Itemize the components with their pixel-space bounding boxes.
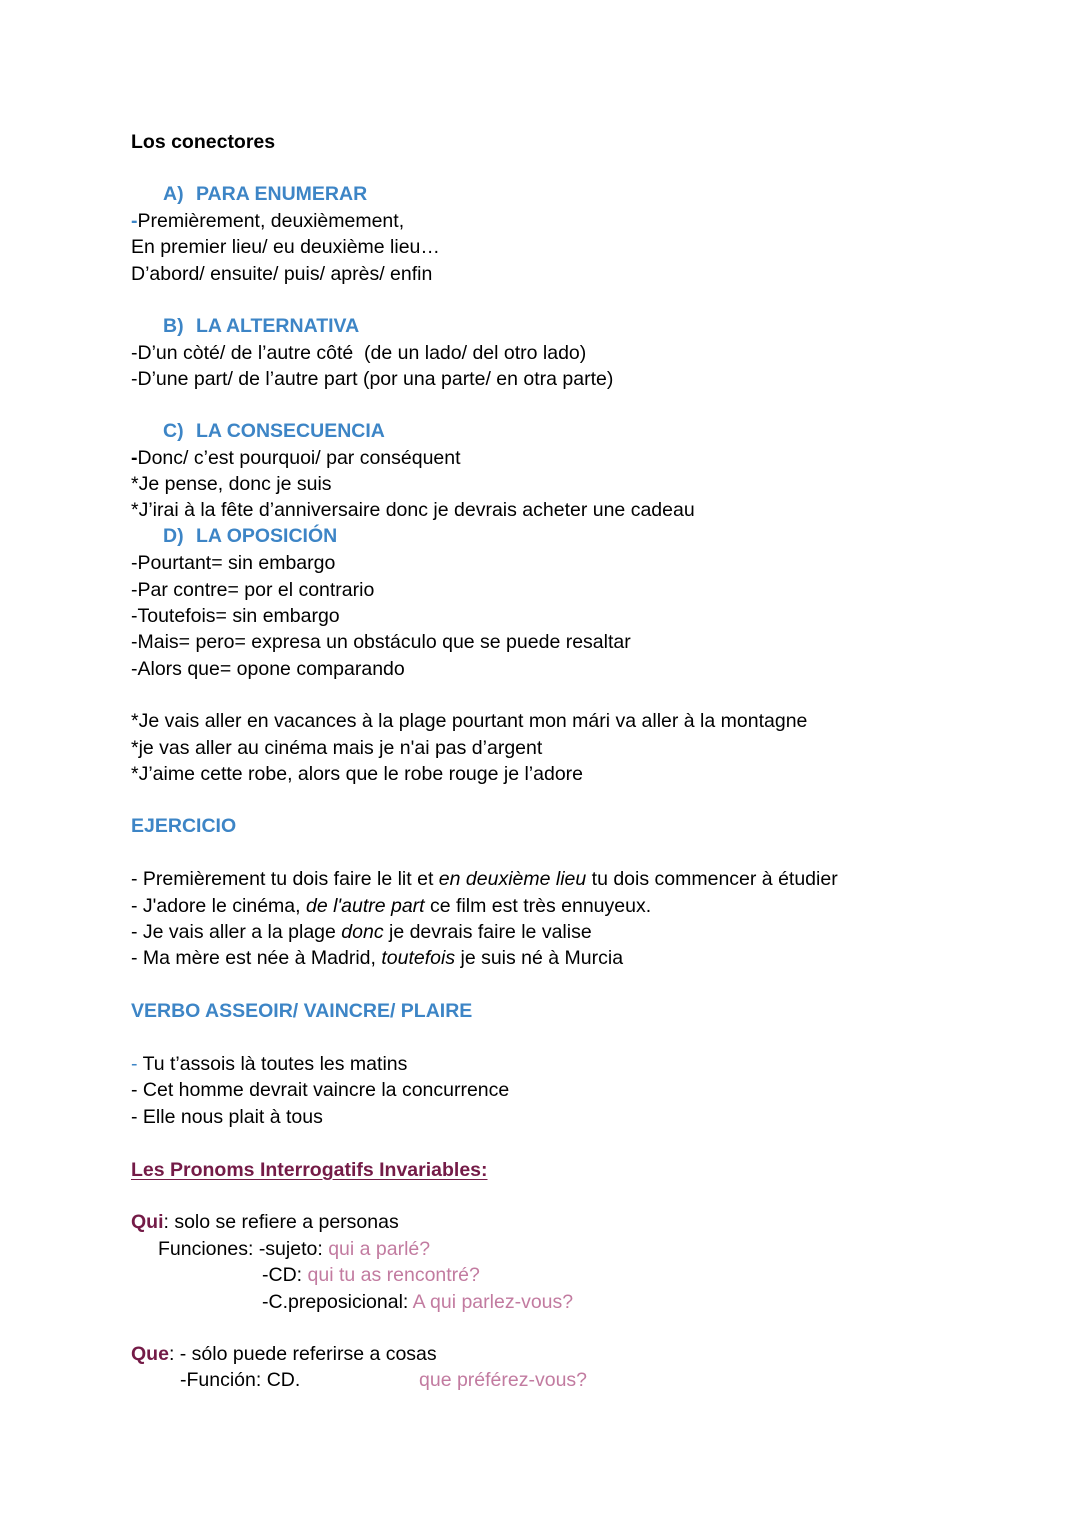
example-sentence: *Je vais aller en vacances à la plage pourtant mon mári va aller à la montagne xyxy=(131,710,808,732)
qui-function-row xyxy=(262,1289,573,1315)
list-dash: - xyxy=(131,210,138,232)
list-item: -Par contre= por el contrario xyxy=(131,579,375,601)
verb-example-text: Elle nous plait à tous xyxy=(137,1106,323,1128)
list-item: D’abord/ ensuite/ puis/ après/ enfin xyxy=(131,263,433,285)
exercise-item xyxy=(131,919,592,945)
function-label: -C.preposicional: xyxy=(262,1291,413,1313)
que-function-label: -Función: CD. xyxy=(180,1369,301,1391)
list-dash: - xyxy=(131,1106,138,1128)
section-heading-alternativa xyxy=(163,313,359,339)
list-item: -Toutefois= sin embargo xyxy=(131,605,340,627)
exercise-text: - Premièrement tu dois faire le lit et xyxy=(131,868,439,890)
exercise-text: je devrais faire le valise xyxy=(383,921,592,943)
section-title: LA CONSECUENCIA xyxy=(196,420,385,442)
exercise-text: - J'adore le cinéma, xyxy=(131,895,306,917)
list-item: -D’un còté/ de l’autre côté (de un lado/ del otro lado) xyxy=(131,342,587,364)
function-example: qui tu as rencontré? xyxy=(307,1264,480,1286)
qui-desc: : solo se refiere a personas xyxy=(163,1211,399,1233)
section-label: B) xyxy=(163,315,184,337)
exercise-text: ce film est très ennuyeux. xyxy=(424,895,652,917)
exercise-text: je suis né à Murcia xyxy=(455,947,624,969)
list-item xyxy=(131,445,461,471)
functions-label: Funciones: xyxy=(158,1238,259,1260)
exercise-connector: toutefois xyxy=(381,947,456,969)
page-title: Los conectores xyxy=(131,131,276,153)
exercise-connector: de l'autre part xyxy=(305,895,425,917)
verb-example-text: Tu t’assois là toutes les matins xyxy=(137,1053,408,1075)
section-heading-consecuencia xyxy=(163,418,385,444)
exercise-connector: donc xyxy=(341,921,384,943)
exercise-text: tu dois commencer à étudier xyxy=(586,868,838,890)
exercise-heading: EJERCICIO xyxy=(131,815,237,837)
que-example: que préférez-vous? xyxy=(419,1369,588,1391)
que-definition xyxy=(131,1341,437,1367)
section-heading-oposicion xyxy=(163,523,337,549)
list-item: -Pourtant= sin embargo xyxy=(131,552,336,574)
qui-definition xyxy=(131,1209,399,1235)
que-desc: : - sólo puede referirse a cosas xyxy=(168,1343,437,1365)
exercise-text: - Ma mère est née à Madrid, xyxy=(131,947,382,969)
verb-example xyxy=(131,1077,509,1103)
exercise-item xyxy=(131,945,623,971)
exercise-connector: en deuxième lieu xyxy=(438,868,587,890)
qui-function-row xyxy=(262,1262,480,1288)
exercise-item xyxy=(131,866,838,892)
verb-example xyxy=(131,1051,407,1077)
function-label: -sujeto: xyxy=(258,1238,329,1260)
list-item-text: Donc/ c’est pourquoi/ par conséquent xyxy=(137,447,461,469)
section-label: D) xyxy=(163,525,184,547)
list-item: -Mais= pero= expresa un obstáculo que se puede resaltar xyxy=(131,631,631,653)
pronouns-heading: Les Pronoms Interrogatifs Invariables: xyxy=(131,1159,488,1181)
list-item: *J’irai à la fête d’anniversaire donc je devrais acheter une cadeau xyxy=(131,499,695,521)
example-sentence: *je vas aller au cinéma mais je n'ai pas d’argent xyxy=(131,737,543,759)
list-item: *Je pense, donc je suis xyxy=(131,473,332,495)
verbs-heading: VERBO ASSEOIR/ VAINCRE/ PLAIRE xyxy=(131,1000,473,1022)
verb-example xyxy=(131,1104,323,1130)
section-heading-enumerar xyxy=(163,181,367,207)
list-item: En premier lieu/ eu deuxième lieu… xyxy=(131,236,440,258)
list-item xyxy=(131,208,404,234)
verb-example-text: Cet homme devrait vaincre la concurrence xyxy=(137,1079,510,1101)
function-example: A qui parlez-vous? xyxy=(412,1291,574,1313)
list-dash: - xyxy=(131,447,138,469)
list-dash: - xyxy=(131,1079,138,1101)
exercise-item xyxy=(131,893,651,919)
qui-word: Qui xyxy=(131,1211,164,1233)
section-title: LA ALTERNATIVA xyxy=(196,315,360,337)
function-example: qui a parlé? xyxy=(328,1238,431,1260)
exercise-text: - Je vais aller a la plage xyxy=(131,921,342,943)
list-dash: - xyxy=(131,1053,138,1075)
qui-function-row xyxy=(158,1236,430,1262)
section-title: PARA ENUMERAR xyxy=(196,183,368,205)
list-item: -Alors que= opone comparando xyxy=(131,658,405,680)
example-sentence: *J’aime cette robe, alors que le robe rouge je l’adore xyxy=(131,763,584,785)
list-item: -D’une part/ de l’autre part (por una parte/ en otra parte) xyxy=(131,368,614,390)
list-item-text: Premièrement, deuxièmement, xyxy=(137,210,405,232)
section-label: A) xyxy=(163,183,184,205)
que-word: Que xyxy=(131,1343,169,1365)
function-label: -CD: xyxy=(262,1264,308,1286)
section-title: LA OPOSICIÓN xyxy=(196,525,338,547)
section-label: C) xyxy=(163,420,184,442)
